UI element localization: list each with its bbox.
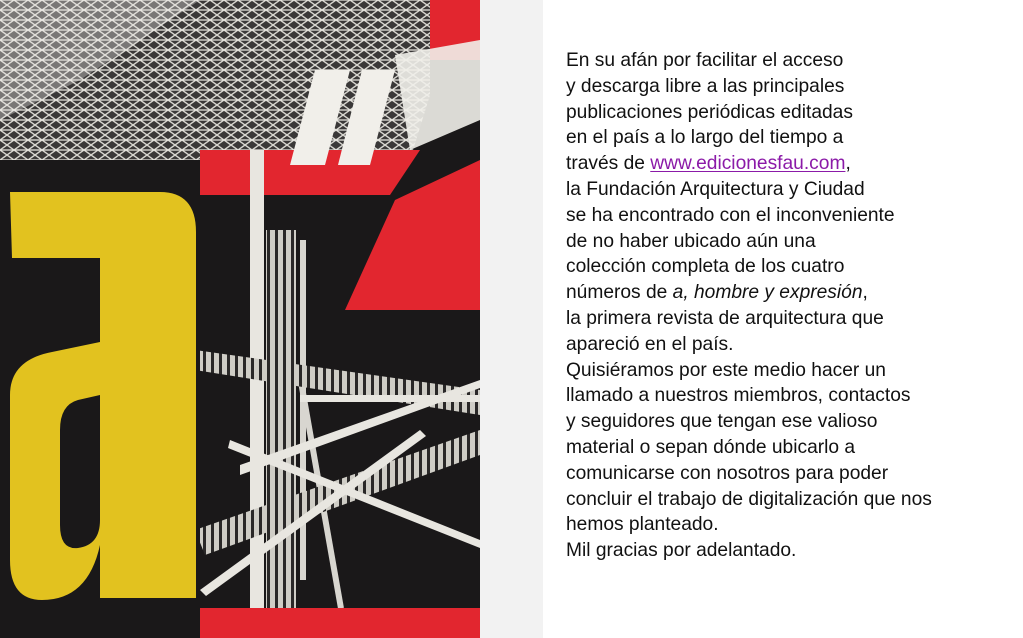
yellow-letter-a [10, 192, 196, 600]
text-line: En su afán por facilitar el acceso [566, 50, 844, 71]
magazine-title: a, hombre y expresión [672, 282, 863, 304]
text-line: hemos planteado. [566, 514, 719, 536]
text-line-with-italic [566, 280, 1016, 306]
text-line: material o sepan dónde ubicarlo a [566, 436, 856, 458]
text-panel [543, 0, 1023, 638]
text-line: colección completa de los cuatro [566, 256, 845, 278]
vertical-truss [266, 230, 296, 610]
text-line: y seguidores que tengan ese valioso [566, 411, 878, 433]
cover-artwork [0, 0, 480, 638]
text-line: se ha encontrado con el inconveniente [566, 204, 895, 226]
separator-gap [480, 0, 543, 638]
text-line: publicaciones periódicas editadas [566, 101, 853, 123]
magazine-cover-image [0, 0, 480, 638]
website-link[interactable]: www.edicionesfau.com [650, 153, 846, 175]
text-line: de no haber ubicado aún una [566, 230, 816, 252]
text-line: la Fundación Arquitectura y Ciudad [566, 178, 865, 200]
announcement-text [566, 48, 1016, 564]
text-line: Mil gracias por adelantado. [566, 540, 797, 562]
text-line: en el país a lo largo del tiempo a [566, 127, 844, 149]
text-line: llamado a nuestros miembros, contactos [566, 385, 911, 407]
text-fragment: través de [566, 153, 651, 175]
white-horizontal [300, 395, 480, 402]
text-fragment: , [845, 153, 851, 175]
text-line: Quisiéramos por este medio hacer un [566, 359, 886, 381]
text-line: y descarga libre a las principales [566, 75, 845, 97]
text-line: apareció en el país. [566, 333, 734, 355]
text-line: la primera revista de arquitectura que [566, 307, 884, 329]
text-line: comunicarse con nosotros para poder [566, 462, 889, 484]
white-pole-1 [250, 150, 264, 638]
text-line-with-link [566, 151, 1016, 177]
red-strip-bottom [200, 608, 480, 638]
text-fragment: , [862, 282, 868, 304]
text-line: concluir el trabajo de digitalización que nos [566, 488, 932, 510]
text-fragment: números de [566, 282, 673, 304]
